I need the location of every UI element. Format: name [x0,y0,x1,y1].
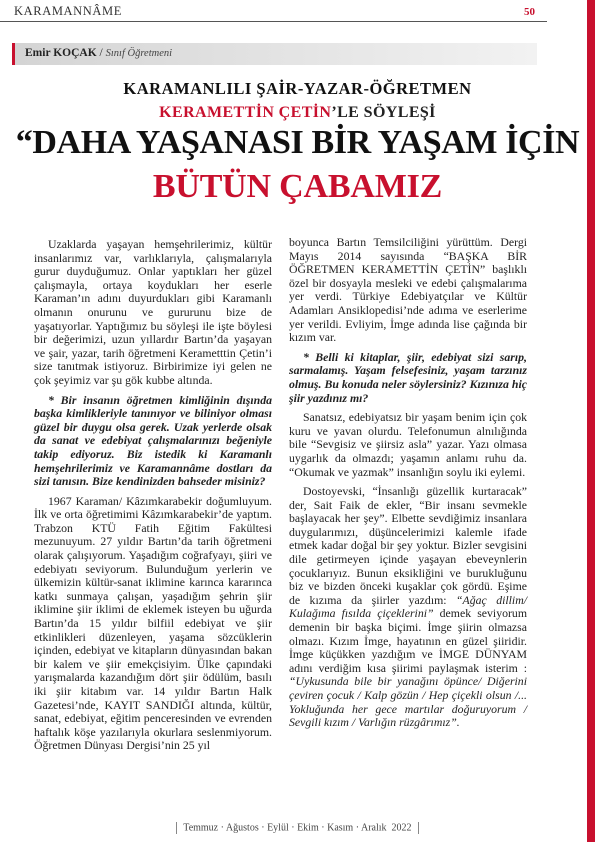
author-role: Sınıf Öğretmeni [105,48,173,59]
answer-1-continued: boyunca Bartın Temsilciliğini yürüttüm. Dergi Mayıs 2014 sayısında “BAŞKA BİR ÖĞRETMEN KERAMETTİN ÇETİN” başlıklı özel bir dosyayla mesleki ve edebi çalışmalarıma yer verdi. Türkiye Edebiyatçılar ve Kültür Adamları Ansiklopedisi’nde adıma ve eserlerime yer verildi. Evliyim, İmge adında lise çağında bir kızım var. [289,235,527,345]
intro-paragraph: Uzaklarda yaşayan hemşehrilerimiz, kültür insanlarımız var, varlıklarıyla, çalışmalarıyla gurur duyduğumuz. Onlar yaptıkları her güzel çalışmayla, ortaya koydukları her eserle Karaman’ın adını duyurdukları gibi Karamanlı olmanın onurunu ve gururunu bize de yaşatıyorlar. Yaptığımız bu söyleşi ile işte böylesi bir değerimizi, uzun yıllardır Bartın’da yaşayan ve şair, yazar, tarih öğretmeni Kerametttin Çetin’i size tanıtmak istiyoruz. Birbirimize iyi gelen ne çok şeyimiz var şu gök kubbe altında. [34,237,272,387]
footer-dot: · [220,822,224,834]
footer-dot: · [355,822,360,834]
question-1: * Bir insanın öğretmen kimliğinin dışında başka kimlikleriyle tanınıyor ve biliniyor olması güzel bir duygu olsa gerek. Uzak yerlerde olsak da sanat ve edebiyat çalışmalarınızı beğeniyle takip ediyoruz. Biz istedik ki Karamanlı hemşehrilerimiz ve Karamannâme dostları da sizi tanısın. Bize kendinizden bahseder misiniz? [34,392,272,489]
answer-2-text-start: Dostoyevski, “İnsanlığı güzellik kurtaracak” der, Sait Faik de ekler, “Bir insanı sevmekle başlayacak her şey”. Elbette sevdiğimiz insanlara duygularımızı, düşüncelerimizi kalemle ifade etmek kadar doğal bir şey yoktur. Bizler sevgisini dile getirmeyen içinde yaşayan ebeveynlerin çocuklarıyız. Bunun eksikliğini ve burukluğunu biz ve bizden önceki kuşaklar çok gördü. Eşime de kızıma da şiirler yazdım: [289,484,527,607]
poem-quote-2: “Uykusunda bile bir yanağını öpünce/ Diğerini çeviren çocuk / Kalp gözün / Hep çiçekli olsun /... Yokluğunda her gece martılar doğuruyorum / Sevgili kızım / Varlığın rüzgârımız”. [289,674,527,730]
footer-divider-left [176,822,177,834]
footer-dates [0,822,595,834]
title-line-2-rest: ’LE SÖYLEŞİ [331,104,436,121]
page-number: 50 [524,6,535,18]
title-name-red: KERAMETTİN ÇETİN [159,104,332,121]
answer-2-paragraph-2 [289,485,527,730]
title-line-1: KARAMANLILI ŞAİR-YAZAR-ÖĞRETMEN [123,79,472,98]
answer-2-paragraph-1: Sanatsız, edebiyatsız bir yaşam benim için çok kuru ve yavan olurdu. Telefonumun alnılığında bile “Sevgisiz ve şiirsiz asla” yazar. Yazı olmasa uygarlık da olmazdı; yaşamın anlamı ruhu da. “Okumak ve yazmak” insanlığın soylu iki eylemi. [289,410,527,479]
author-separator: / [99,47,103,59]
footer-month: Aralık [361,822,387,834]
question-2: * Belli ki kitaplar, şiir, edebiyat sizi sarıp, sarmalamış. Yaşam felsefesiniz, yaşam tarzınız olmuş. Bu konuda neler söylersiniz? Kızınıza hiç şiir yazdınız mı? [289,349,527,405]
title-line-2 [0,104,595,122]
header-rule [0,21,547,22]
footer-month: Eylül [267,822,289,834]
headline-line-2: BÜTÜN ÇABAMIZ [152,168,443,205]
footer-year: 2022 [391,822,412,834]
footer-divider-right [418,822,419,834]
footer-month: Ekim [297,822,319,834]
footer-dot: · [321,822,325,834]
answer-2-text-end: demek seviyorum demenin bir başka biçimi. İmge şiirin olmazsa olmazı. Kızım İmge, hayatının en güzel şiiridir. İmge küçükken yazdığım ve İMGE DÜNYAM adını verdiğim kısa şiirimi paylaşmak isterim : [289,606,527,675]
journal-name: KARAMANNÂME [14,4,122,18]
author-name: Emir KOÇAK [25,47,97,59]
footer-dot: · [291,822,295,834]
footer-month: Ağustos [225,822,259,834]
left-column [34,238,272,759]
author-box [12,43,537,65]
author-line [25,47,172,59]
footer-dot: · [261,822,265,834]
footer-month: Temmuz [183,822,219,834]
poem-quote-1: “Ağaç dillim/ Kulağıma fısılda çiçeklerini” [289,592,528,621]
right-column [289,236,527,736]
footer-month: Kasım [327,822,354,834]
answer-1: 1967 Karaman/ Kâzımkarabekir doğumluyum. İlk ve orta öğretimimi Kâzımkarabekir’de yaptım. Trabzon KTÜ Fatih Eğitim Fakültesi mezunuyum. 27 yıldır Bartın’da tarih öğretmeni olarak çalışıyorum. Yaşadığım coğrafyayı, şiiri ve edebiyatı seviyorum. Bulunduğum yerlerin ve ülkemizin kültür-sanat iklimine karınca kararınca katkı sunmaya çalışan, yaşadığım şehrin şiir iklimine şiir iklimi de eklemek isteyen bu uğurda Bartın’da 15 yıldır bilfiil edebiyat ve şiir etkinlikleri düzenleyen, yaşama sözcüklerin içinden, edebiyat ve kitapların dünyasından bakan bir kalem ve şiir emekçisiyim. Ülke çapındaki yarışmalarda kazandığım dört şiir ödülüm, basılı iki şiir kitabım var. 14 yıldır Bartın Halk Gazetesi’nde, KAYIT SANDIĞI altında, kültür, sanat, edebiyat, eğitim penceresinden ve evrenden haftalık köşe yazılarıyla okurlara seslenmiyorum. Öğretmen Dünyası Dergisi’nin 25 yıl [34,493,272,753]
headline-line-1: “DAHA YAŞANASI BİR YAŞAM İÇİN [15,124,580,161]
